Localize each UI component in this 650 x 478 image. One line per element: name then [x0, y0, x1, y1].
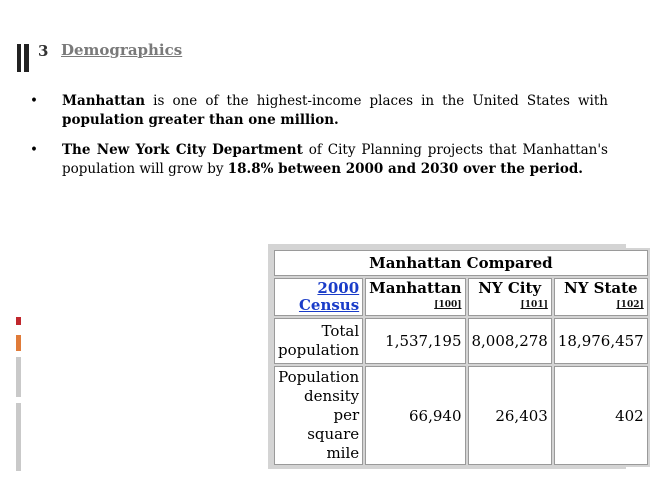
bullet-bold-lead: The New York City Department [62, 142, 303, 158]
census-header [274, 278, 363, 316]
bullet-item [30, 92, 608, 130]
bullet-icon: • [30, 93, 38, 109]
table-cell: 1,537,195 [365, 318, 465, 364]
column-name: Manhattan [369, 279, 462, 297]
row-label-line: per square [307, 406, 360, 443]
table-cell: 8,008,278 [468, 318, 552, 364]
row-label-line: mile [326, 444, 360, 462]
side-bar-orange [16, 335, 21, 351]
column-header-manhattan [365, 278, 465, 316]
column-header-ny-city [468, 278, 552, 316]
comparison-table-frame [268, 244, 644, 469]
reference-link[interactable]: [101] [520, 300, 548, 310]
row-label-line: Population [278, 368, 360, 386]
reference-link[interactable]: [102] [616, 300, 644, 310]
bullet-list [30, 92, 608, 190]
bullet-text: is one of the highest-income places in the United States with [145, 93, 608, 109]
census-year-link[interactable]: 2000 [317, 279, 360, 297]
decoration-bar [17, 44, 21, 72]
table-cell: 18,976,457 [554, 318, 648, 364]
row-label [274, 318, 363, 364]
bullet-icon: • [30, 142, 38, 158]
slide-number: 3 [38, 42, 49, 60]
decoration-bar [24, 44, 29, 72]
column-header-ny-state [554, 278, 648, 316]
row-label-line: population [278, 341, 360, 359]
bullet-bold-tail: 18.8% between 2000 and 2030 over the period. [227, 161, 584, 177]
table-cell: 26,403 [468, 366, 552, 465]
table-cell: 402 [554, 366, 648, 465]
side-bar-red [16, 317, 21, 325]
bullet-item [30, 141, 608, 179]
side-bar-gray [16, 403, 21, 471]
column-name: NY City [478, 279, 542, 297]
column-name: NY State [563, 279, 638, 297]
table-cell: 66,940 [365, 366, 465, 465]
bullet-bold-tail: population greater than one million. [62, 112, 339, 128]
reference-link[interactable]: [100] [434, 300, 462, 310]
header-decoration [17, 44, 30, 72]
bullet-bold-lead: Manhattan [62, 93, 146, 109]
row-label [274, 366, 363, 465]
table-row [274, 318, 648, 364]
row-label-line: density [304, 387, 360, 405]
row-label-line: Total [321, 322, 360, 340]
census-label-link[interactable]: Census [298, 296, 360, 314]
side-bar-gray [16, 357, 21, 397]
comparison-table [272, 248, 650, 467]
slide-title: Demographics [61, 41, 183, 59]
table-caption: Manhattan Compared [274, 250, 648, 276]
bullet-text: of City Planning projects that Manhattan's population will grow by [62, 142, 608, 177]
table-row [274, 366, 648, 465]
